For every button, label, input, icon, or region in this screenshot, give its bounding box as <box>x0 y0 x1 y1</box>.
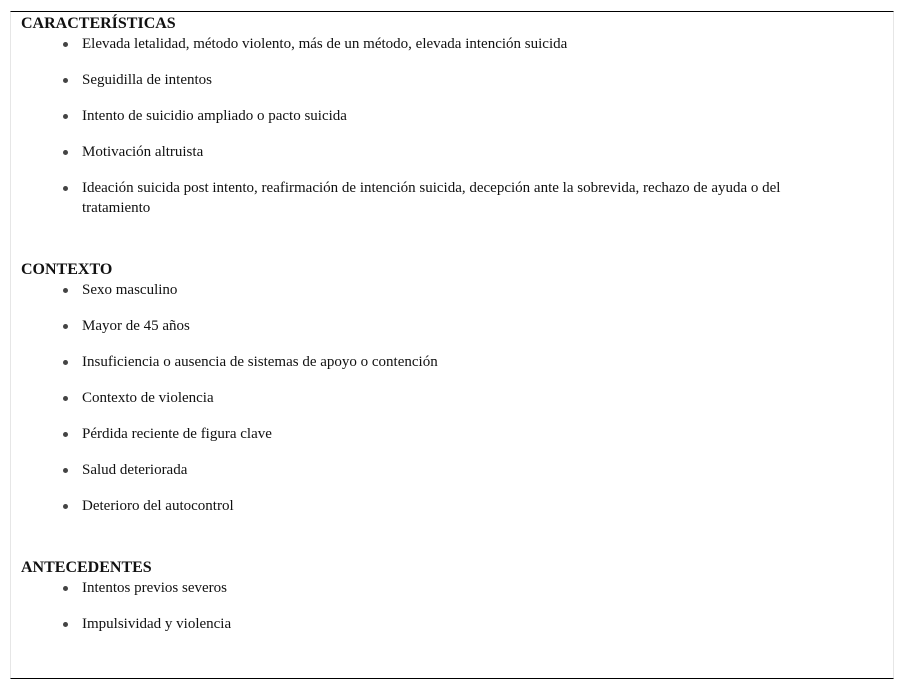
bullet-icon <box>63 586 68 591</box>
bullet-list <box>21 280 881 516</box>
list-item: Intentos previos severos <box>21 578 881 598</box>
list-item: Mayor de 45 años <box>21 316 881 336</box>
list-item: Motivación altruista <box>21 142 881 162</box>
list-item: Impulsividad y violencia <box>21 614 881 634</box>
bullet-list <box>21 578 881 634</box>
list-item: Contexto de violencia <box>21 388 881 408</box>
list-item: Salud deteriorada <box>21 460 881 480</box>
section-title: CONTEXTO <box>21 261 113 278</box>
list-item: Seguidilla de intentos <box>21 70 881 90</box>
bullet-icon <box>63 622 68 627</box>
bullet-icon <box>63 324 68 329</box>
bullet-icon <box>63 396 68 401</box>
section-antecedentes <box>21 558 881 634</box>
bullet-icon <box>63 186 68 191</box>
bullet-icon <box>63 42 68 47</box>
bullet-icon <box>63 150 68 155</box>
list-item: Pérdida reciente de figura clave <box>21 424 881 444</box>
list-item: Insuficiencia o ausencia de sistemas de apoyo o contención <box>21 352 881 372</box>
list-item: Deterioro del autocontrol <box>21 496 881 516</box>
list-item: Intento de suicidio ampliado o pacto suicida <box>21 106 881 126</box>
content-box <box>10 11 894 679</box>
section-title: ANTECEDENTES <box>21 559 152 576</box>
list-item: Sexo masculino <box>21 280 881 300</box>
bullet-icon <box>63 114 68 119</box>
bullet-icon <box>63 288 68 293</box>
bullet-list <box>21 34 881 218</box>
bullet-icon <box>63 78 68 83</box>
list-item: Elevada letalidad, método violento, más de un método, elevada intención suicida <box>21 34 881 54</box>
bullet-icon <box>63 504 68 509</box>
bullet-icon <box>63 468 68 473</box>
bullet-icon <box>63 432 68 437</box>
bullet-icon <box>63 360 68 365</box>
section-caracteristicas <box>21 14 881 218</box>
section-contexto <box>21 260 881 516</box>
section-title: CARACTERÍSTICAS <box>21 15 176 32</box>
list-item: Ideación suicida post intento, reafirmación de intención suicida, decepción ante la sobrevida, rechazo de ayuda o del tratamiento <box>21 178 881 218</box>
